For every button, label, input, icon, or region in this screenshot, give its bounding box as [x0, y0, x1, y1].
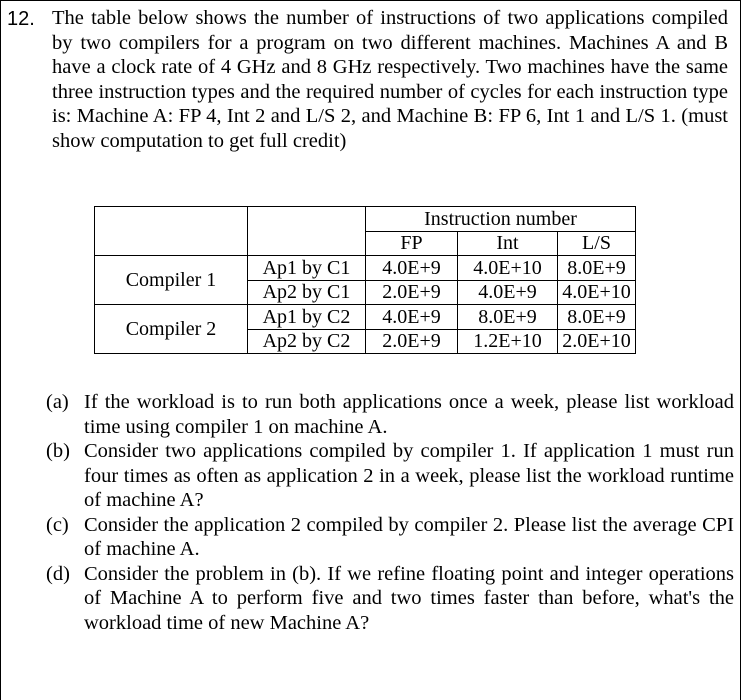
question-number: 12. — [7, 8, 35, 30]
cell-fp: 4.0E+9 — [366, 305, 458, 330]
part-text: If the workload is to run both applications once a week, please list workload time using compiler 1 on machine A. — [84, 391, 734, 438]
compiler-label: Compiler 2 — [95, 305, 248, 354]
table-header-row — [95, 207, 636, 232]
row-label: Ap2 by C1 — [248, 280, 366, 305]
question-parts — [46, 390, 736, 635]
table-corner-cell — [248, 231, 366, 256]
table-row — [95, 256, 636, 281]
row-label: Ap2 by C2 — [248, 329, 366, 354]
cell-ls: 8.0E+9 — [558, 256, 636, 281]
part-a — [46, 390, 736, 439]
column-header-ls: L/S — [558, 231, 636, 256]
cell-fp: 4.0E+9 — [366, 256, 458, 281]
cell-ls: 4.0E+10 — [558, 280, 636, 305]
cell-int: 1.2E+10 — [458, 329, 558, 354]
part-label: (c) — [46, 513, 69, 536]
cell-int: 8.0E+9 — [458, 305, 558, 330]
table-column-row — [95, 231, 636, 256]
part-text: Consider two applications compiled by compiler 1. If application 1 must run four times as often as application 2 in a week, please list the workload runtime of machine A? — [84, 440, 734, 511]
table-corner-cell — [248, 207, 366, 232]
column-header-int: Int — [458, 231, 558, 256]
row-label: Ap1 by C2 — [248, 305, 366, 330]
part-label: (a) — [46, 391, 69, 413]
compiler-label: Compiler 1 — [95, 256, 248, 305]
cell-int: 4.0E+10 — [458, 256, 558, 281]
table-corner-cell — [95, 231, 248, 256]
column-header-fp: FP — [366, 231, 458, 256]
part-text: Consider the problem in (b). If we refine floating point and integer operations of Machine A to perform five and two times faster than before, what's the workload time of new Machine A? — [84, 562, 734, 634]
cell-fp: 2.0E+9 — [366, 280, 458, 305]
part-text: Consider the application 2 compiled by compiler 2. Please list the average CPI of machine A. — [84, 513, 734, 560]
question-intro: The table below shows the number of instructions of two applications compiled by two compilers for a program on two different machines. Machines A and B have a clock rate of 4 GHz and 8 GHz respectively. Two machines have the same three instruction types and the required number of cycles for each instruction type is: Machine A: FP 4, Int 2 and L/S 2, and Machine B: FP 6, Int 1 and L/S 1. (must show computation to get full credit) — [52, 7, 728, 152]
part-label: (d) — [46, 562, 70, 585]
cell-int: 4.0E+9 — [458, 280, 558, 305]
group-header: Instruction number — [366, 207, 636, 232]
table-corner-cell — [95, 207, 248, 232]
part-c — [46, 513, 736, 562]
cell-ls: 2.0E+10 — [558, 329, 636, 354]
part-label: (b) — [46, 440, 70, 462]
part-d — [46, 562, 736, 636]
part-b — [46, 439, 736, 513]
table-row — [95, 305, 636, 330]
instruction-table — [94, 206, 636, 354]
row-label: Ap1 by C1 — [248, 256, 366, 281]
cell-ls: 8.0E+9 — [558, 305, 636, 330]
cell-fp: 2.0E+9 — [366, 329, 458, 354]
